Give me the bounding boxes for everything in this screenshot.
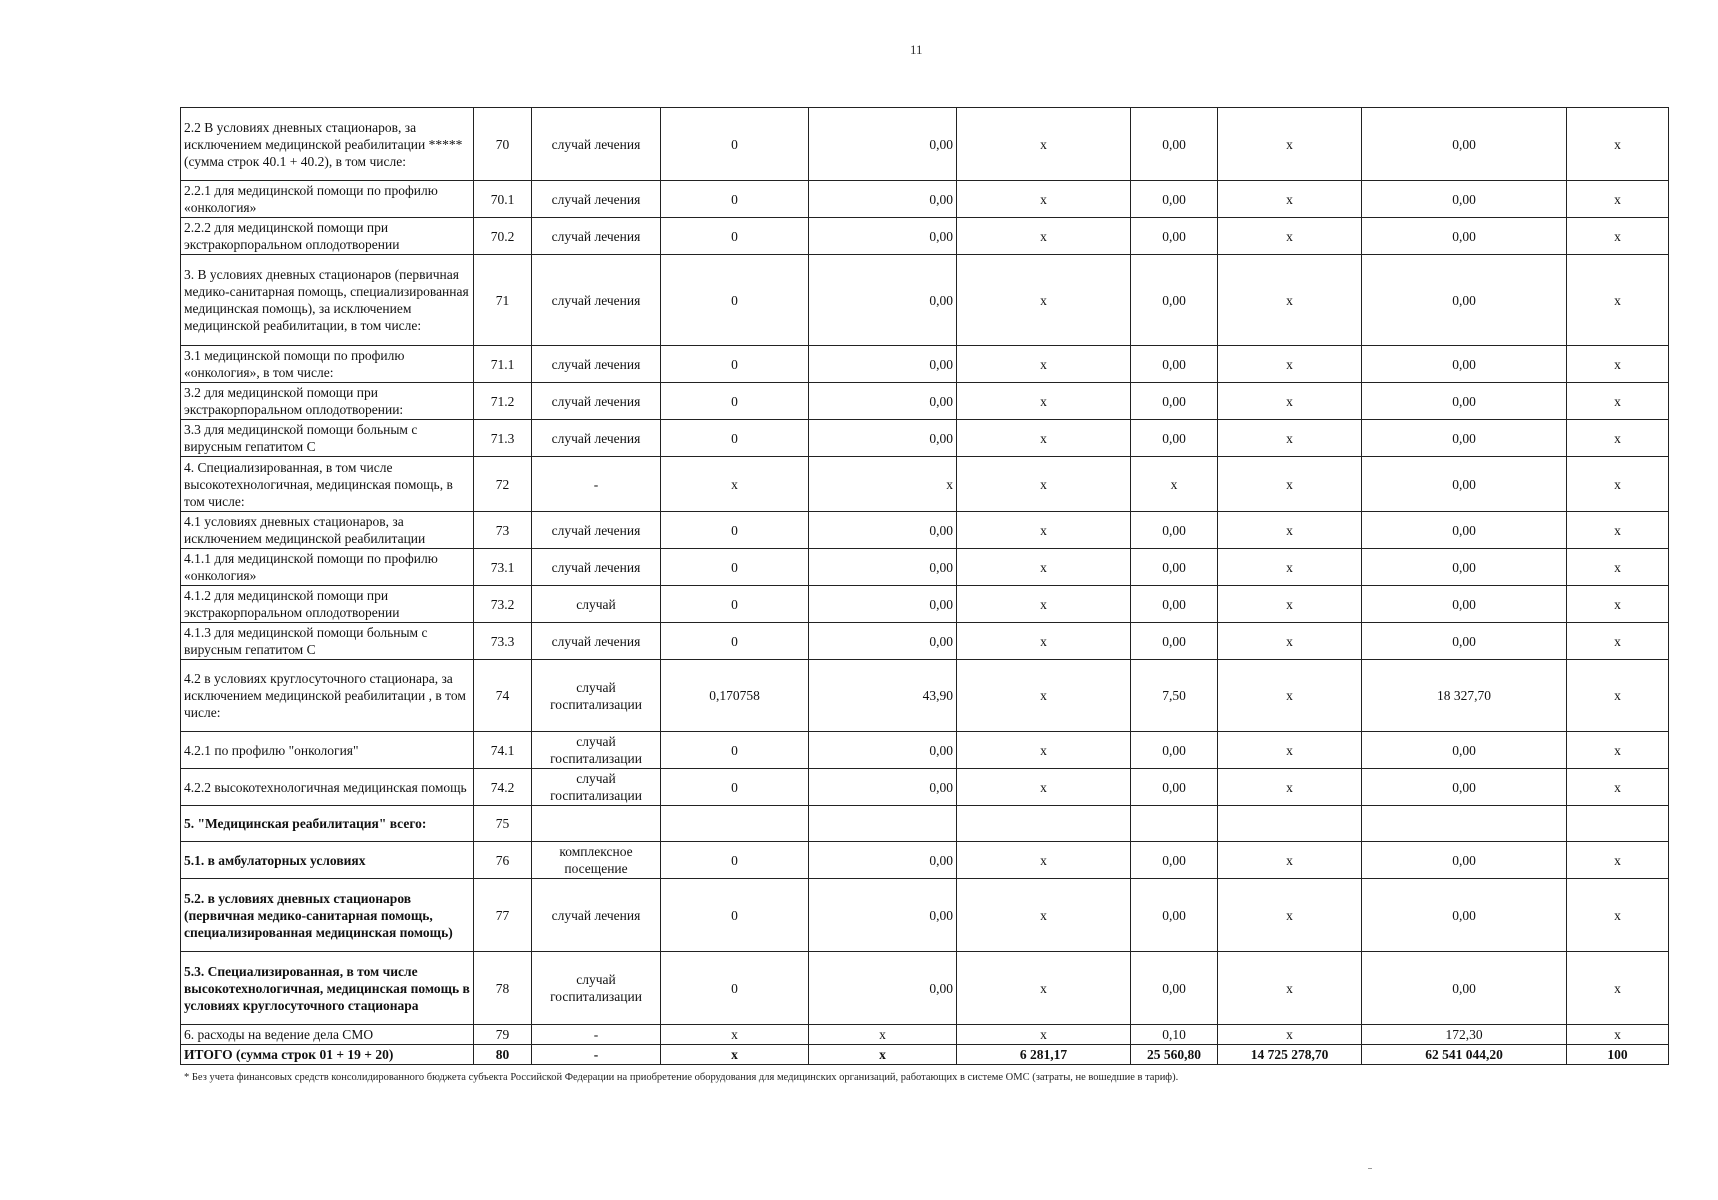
row-code: 71.1 bbox=[474, 346, 532, 383]
cell-value: 0,00 bbox=[809, 842, 957, 879]
row-unit: случай bbox=[532, 586, 661, 623]
cell-value: 0,00 bbox=[809, 255, 957, 346]
row-description: 5.3. Специализированная, в том числе высокотехнологичная, медицинская помощь в условиях круглосуточного стационара bbox=[181, 952, 474, 1025]
cell-value: 0,00 bbox=[1131, 181, 1218, 218]
cell-value: x bbox=[957, 420, 1131, 457]
cell-value: 0,00 bbox=[1131, 769, 1218, 806]
cell-value: 0,00 bbox=[1131, 732, 1218, 769]
row-description: 3.3 для медицинской помощи больным с вирусным гепатитом С bbox=[181, 420, 474, 457]
cell-value: x bbox=[957, 108, 1131, 181]
cell-value: x bbox=[957, 842, 1131, 879]
cell-value: x bbox=[957, 255, 1131, 346]
row-unit: случай госпитализации bbox=[532, 952, 661, 1025]
cell-value: x bbox=[1218, 842, 1362, 879]
cell-value: 25 560,80 bbox=[1131, 1045, 1218, 1065]
table-row bbox=[181, 732, 1669, 769]
row-description: 2.2 В условиях дневных стационаров, за исключением медицинской реабилитации ***** (сумма строк 40.1 + 40.2), в том числе: bbox=[181, 108, 474, 181]
row-code: 77 bbox=[474, 879, 532, 952]
cell-value: x bbox=[957, 623, 1131, 660]
cell-value: x bbox=[1567, 108, 1669, 181]
cell-value: 0,00 bbox=[809, 549, 957, 586]
row-code: 73.1 bbox=[474, 549, 532, 586]
cell-value: 0,00 bbox=[1362, 255, 1567, 346]
row-code: 79 bbox=[474, 1025, 532, 1045]
cell-value: x bbox=[1218, 732, 1362, 769]
cell-value: x bbox=[1567, 457, 1669, 512]
row-code: 70.1 bbox=[474, 181, 532, 218]
cell-value: 0,00 bbox=[1131, 879, 1218, 952]
row-unit: случай лечения bbox=[532, 383, 661, 420]
row-unit: - bbox=[532, 1045, 661, 1065]
cell-value: x bbox=[661, 1045, 809, 1065]
row-code: 76 bbox=[474, 842, 532, 879]
table-row bbox=[181, 181, 1669, 218]
cell-value: 0,00 bbox=[1131, 586, 1218, 623]
row-code: 70.2 bbox=[474, 218, 532, 255]
cell-value: 0,00 bbox=[809, 383, 957, 420]
cell-value: 0 bbox=[661, 586, 809, 623]
row-unit: случай лечения bbox=[532, 108, 661, 181]
cell-value: x bbox=[1218, 586, 1362, 623]
cell-value: x bbox=[957, 181, 1131, 218]
row-description: 5.2. в условиях дневных стационаров (первичная медико-санитарная помощь, специализированная медицинская помощь) bbox=[181, 879, 474, 952]
row-unit: случай лечения bbox=[532, 346, 661, 383]
row-description: 4.1.2 для медицинской помощи при экстракорпоральном оплодотворении bbox=[181, 586, 474, 623]
cell-value: 0,00 bbox=[1362, 383, 1567, 420]
row-description: 2.2.1 для медицинской помощи по профилю «онкология» bbox=[181, 181, 474, 218]
cell-value: x bbox=[1567, 952, 1669, 1025]
cell-value: x bbox=[1567, 586, 1669, 623]
cell-value: 43,90 bbox=[809, 660, 957, 732]
table-row bbox=[181, 586, 1669, 623]
cell-value: 172,30 bbox=[1362, 1025, 1567, 1045]
cell-value: 7,50 bbox=[1131, 660, 1218, 732]
cell-value: x bbox=[957, 879, 1131, 952]
row-code: 71 bbox=[474, 255, 532, 346]
cell-value: x bbox=[809, 1025, 957, 1045]
cell-value: x bbox=[1218, 769, 1362, 806]
cell-value: 0 bbox=[661, 769, 809, 806]
cell-value: 18 327,70 bbox=[1362, 660, 1567, 732]
row-code: 71.3 bbox=[474, 420, 532, 457]
cell-value: 0,00 bbox=[1131, 218, 1218, 255]
cell-value: 0,00 bbox=[1362, 842, 1567, 879]
cell-value: 0,00 bbox=[1131, 842, 1218, 879]
cell-value: x bbox=[957, 549, 1131, 586]
cell-value: x bbox=[1218, 549, 1362, 586]
cell-value: x bbox=[957, 769, 1131, 806]
table-row bbox=[181, 623, 1669, 660]
row-description: 6. расходы на ведение дела СМО bbox=[181, 1025, 474, 1045]
row-unit: случай лечения bbox=[532, 420, 661, 457]
cell-value: 62 541 044,20 bbox=[1362, 1045, 1567, 1065]
cell-value: 0 bbox=[661, 623, 809, 660]
cell-value: x bbox=[1218, 660, 1362, 732]
table-row bbox=[181, 660, 1669, 732]
cell-value: 0,00 bbox=[1362, 218, 1567, 255]
cell-value: 0,00 bbox=[1131, 383, 1218, 420]
cell-value bbox=[1218, 806, 1362, 842]
cell-value: x bbox=[1567, 879, 1669, 952]
row-code: 73.3 bbox=[474, 623, 532, 660]
row-unit: случай госпитализации bbox=[532, 769, 661, 806]
table-row bbox=[181, 383, 1669, 420]
cell-value: 0,00 bbox=[1131, 512, 1218, 549]
cell-value: x bbox=[661, 1025, 809, 1045]
cell-value: 0,00 bbox=[1131, 255, 1218, 346]
row-description: 3. В условиях дневных стационаров (первичная медико-санитарная помощь, специализированная медицинская помощь), за исключением медицинской реабилитации, в том числе: bbox=[181, 255, 474, 346]
cell-value: x bbox=[957, 383, 1131, 420]
row-unit: случай госпитализации bbox=[532, 732, 661, 769]
table-row bbox=[181, 842, 1669, 879]
cell-value: x bbox=[1218, 512, 1362, 549]
table-row bbox=[181, 108, 1669, 181]
cell-value: x bbox=[1567, 732, 1669, 769]
cell-value bbox=[661, 806, 809, 842]
cell-value: 0,00 bbox=[809, 420, 957, 457]
cell-value: 0,00 bbox=[809, 181, 957, 218]
row-code: 78 bbox=[474, 952, 532, 1025]
row-code: 75 bbox=[474, 806, 532, 842]
cell-value: x bbox=[1218, 108, 1362, 181]
cell-value: x bbox=[957, 952, 1131, 1025]
cell-value: x bbox=[809, 457, 957, 512]
cell-value: 0,00 bbox=[809, 218, 957, 255]
cell-value: 0,00 bbox=[1362, 879, 1567, 952]
cell-value: 0,00 bbox=[1362, 181, 1567, 218]
table-row bbox=[181, 457, 1669, 512]
table-row bbox=[181, 879, 1669, 952]
cell-value: 0 bbox=[661, 732, 809, 769]
cell-value: x bbox=[1567, 842, 1669, 879]
cell-value: x bbox=[957, 660, 1131, 732]
row-description: ИТОГО (сумма строк 01 + 19 + 20) bbox=[181, 1045, 474, 1065]
cell-value: 0 bbox=[661, 420, 809, 457]
cell-value: 0,00 bbox=[1362, 512, 1567, 549]
row-unit bbox=[532, 806, 661, 842]
cell-value: x bbox=[1218, 255, 1362, 346]
cell-value: 0 bbox=[661, 549, 809, 586]
table-row bbox=[181, 346, 1669, 383]
cell-value: 0,00 bbox=[809, 952, 957, 1025]
cell-value: x bbox=[1218, 952, 1362, 1025]
cell-value: 0 bbox=[661, 181, 809, 218]
row-unit: случай лечения bbox=[532, 879, 661, 952]
cell-value: x bbox=[957, 512, 1131, 549]
row-code: 72 bbox=[474, 457, 532, 512]
cell-value: x bbox=[1567, 420, 1669, 457]
cell-value bbox=[1567, 806, 1669, 842]
cell-value: 14 725 278,70 bbox=[1218, 1045, 1362, 1065]
cell-value: 0,00 bbox=[1362, 108, 1567, 181]
row-code: 74.2 bbox=[474, 769, 532, 806]
table-row-total bbox=[181, 1045, 1669, 1065]
cell-value: 0,00 bbox=[1362, 769, 1567, 806]
row-description: 5. "Медицинская реабилитация" всего: bbox=[181, 806, 474, 842]
cell-value: 0,00 bbox=[1131, 108, 1218, 181]
table-row bbox=[181, 255, 1669, 346]
cell-value bbox=[1131, 806, 1218, 842]
cell-value: 0,00 bbox=[1131, 420, 1218, 457]
row-description: 5.1. в амбулаторных условиях bbox=[181, 842, 474, 879]
cell-value: 0 bbox=[661, 255, 809, 346]
table-row bbox=[181, 806, 1669, 842]
cell-value: x bbox=[957, 1025, 1131, 1045]
cell-value: x bbox=[1567, 255, 1669, 346]
cell-value: 6 281,17 bbox=[957, 1045, 1131, 1065]
cell-value: 0,00 bbox=[809, 108, 957, 181]
cell-value: 0,00 bbox=[1362, 420, 1567, 457]
cell-value: x bbox=[957, 346, 1131, 383]
cell-value: x bbox=[957, 586, 1131, 623]
row-unit: комплексное посещение bbox=[532, 842, 661, 879]
row-unit: - bbox=[532, 457, 661, 512]
row-code: 74 bbox=[474, 660, 532, 732]
cell-value: x bbox=[957, 457, 1131, 512]
cell-value: x bbox=[1567, 1025, 1669, 1045]
cell-value: 0,10 bbox=[1131, 1025, 1218, 1045]
scan-artifact bbox=[1368, 1168, 1372, 1169]
row-code: 70 bbox=[474, 108, 532, 181]
cell-value: x bbox=[1218, 623, 1362, 660]
row-description: 4. Специализированная, в том числе высокотехнологичная, медицинская помощь, в том числе: bbox=[181, 457, 474, 512]
cell-value bbox=[809, 806, 957, 842]
cell-value: x bbox=[1567, 660, 1669, 732]
row-unit: случай лечения bbox=[532, 255, 661, 346]
cell-value: 0,00 bbox=[1131, 623, 1218, 660]
row-code: 73.2 bbox=[474, 586, 532, 623]
cell-value: x bbox=[1567, 512, 1669, 549]
cell-value: 0,00 bbox=[1131, 952, 1218, 1025]
cell-value: 0,00 bbox=[1362, 952, 1567, 1025]
row-unit: - bbox=[532, 1025, 661, 1045]
cell-value: x bbox=[1567, 181, 1669, 218]
cell-value: 0 bbox=[661, 218, 809, 255]
cell-value: 0,00 bbox=[1362, 732, 1567, 769]
table-row bbox=[181, 218, 1669, 255]
row-code: 80 bbox=[474, 1045, 532, 1065]
cell-value: x bbox=[1567, 218, 1669, 255]
row-description: 4.1.1 для медицинской помощи по профилю «онкология» bbox=[181, 549, 474, 586]
cell-value: 0 bbox=[661, 952, 809, 1025]
cell-value: 0,00 bbox=[1131, 549, 1218, 586]
cell-value: 0,00 bbox=[1362, 549, 1567, 586]
cell-value: 0 bbox=[661, 383, 809, 420]
cell-value: 0 bbox=[661, 842, 809, 879]
row-unit: случай лечения bbox=[532, 623, 661, 660]
row-unit: случай лечения bbox=[532, 181, 661, 218]
table-row bbox=[181, 1025, 1669, 1045]
cell-value: 0,00 bbox=[809, 732, 957, 769]
cell-value: x bbox=[957, 732, 1131, 769]
row-unit: случай лечения bbox=[532, 218, 661, 255]
cell-value: x bbox=[1567, 623, 1669, 660]
table-row bbox=[181, 952, 1669, 1025]
cell-value: x bbox=[1218, 218, 1362, 255]
row-description: 4.2.2 высокотехнологичная медицинская помощь bbox=[181, 769, 474, 806]
cell-value: x bbox=[1218, 879, 1362, 952]
footnote: * Без учета финансовых средств консолидированного бюджета субъекта Российской Федерации на приобретение оборудования для медицинских организаций, работающих в системе ОМС (затраты, не вошедшие в тариф). bbox=[184, 1072, 1179, 1083]
cell-value: x bbox=[1567, 549, 1669, 586]
cell-value: 0,00 bbox=[1131, 346, 1218, 383]
cell-value: x bbox=[809, 1045, 957, 1065]
table-row bbox=[181, 769, 1669, 806]
row-unit: случай госпитализации bbox=[532, 660, 661, 732]
cell-value: x bbox=[1218, 1025, 1362, 1045]
cell-value: 0 bbox=[661, 879, 809, 952]
cell-value: 0,00 bbox=[1362, 586, 1567, 623]
row-description: 4.2 в условиях круглосуточного стационара, за исключением медицинской реабилитации , в том числе: bbox=[181, 660, 474, 732]
cell-value bbox=[957, 806, 1131, 842]
cell-value: x bbox=[1218, 181, 1362, 218]
cell-value: 0,00 bbox=[1362, 623, 1567, 660]
row-description: 3.1 медицинской помощи по профилю «онкология», в том числе: bbox=[181, 346, 474, 383]
cell-value: x bbox=[1131, 457, 1218, 512]
row-description: 4.1 условиях дневных стационаров, за исключением медицинской реабилитации bbox=[181, 512, 474, 549]
cell-value bbox=[1362, 806, 1567, 842]
cell-value: 0,00 bbox=[809, 586, 957, 623]
cell-value: 0,170758 bbox=[661, 660, 809, 732]
row-description: 2.2.2 для медицинской помощи при экстракорпоральном оплодотворении bbox=[181, 218, 474, 255]
cell-value: 0 bbox=[661, 346, 809, 383]
cell-value: 0,00 bbox=[809, 512, 957, 549]
row-unit: случай лечения bbox=[532, 549, 661, 586]
financing-table bbox=[180, 107, 1669, 1065]
cell-value: x bbox=[1567, 383, 1669, 420]
row-code: 74.1 bbox=[474, 732, 532, 769]
row-description: 3.2 для медицинской помощи при экстракорпоральном оплодотворении: bbox=[181, 383, 474, 420]
cell-value: 0,00 bbox=[809, 879, 957, 952]
cell-value: x bbox=[957, 218, 1131, 255]
row-description: 4.2.1 по профилю "онкология" bbox=[181, 732, 474, 769]
cell-value: x bbox=[1218, 457, 1362, 512]
cell-value: x bbox=[1567, 769, 1669, 806]
cell-value: 0,00 bbox=[1362, 457, 1567, 512]
row-code: 71.2 bbox=[474, 383, 532, 420]
cell-value: 0,00 bbox=[809, 346, 957, 383]
cell-value: x bbox=[1218, 420, 1362, 457]
row-unit: случай лечения bbox=[532, 512, 661, 549]
table-row bbox=[181, 420, 1669, 457]
cell-value: 0,00 bbox=[809, 769, 957, 806]
table-row bbox=[181, 512, 1669, 549]
cell-value: 0,00 bbox=[1362, 346, 1567, 383]
cell-value: 0 bbox=[661, 108, 809, 181]
row-code: 73 bbox=[474, 512, 532, 549]
cell-value: x bbox=[661, 457, 809, 512]
cell-value: x bbox=[1218, 346, 1362, 383]
cell-value: 0,00 bbox=[809, 623, 957, 660]
cell-value: x bbox=[1567, 346, 1669, 383]
page-number: 11 bbox=[910, 42, 923, 57]
table-row bbox=[181, 549, 1669, 586]
cell-value: x bbox=[1218, 383, 1362, 420]
cell-value: 100 bbox=[1567, 1045, 1669, 1065]
cell-value: 0 bbox=[661, 512, 809, 549]
row-description: 4.1.3 для медицинской помощи больным с вирусным гепатитом С bbox=[181, 623, 474, 660]
